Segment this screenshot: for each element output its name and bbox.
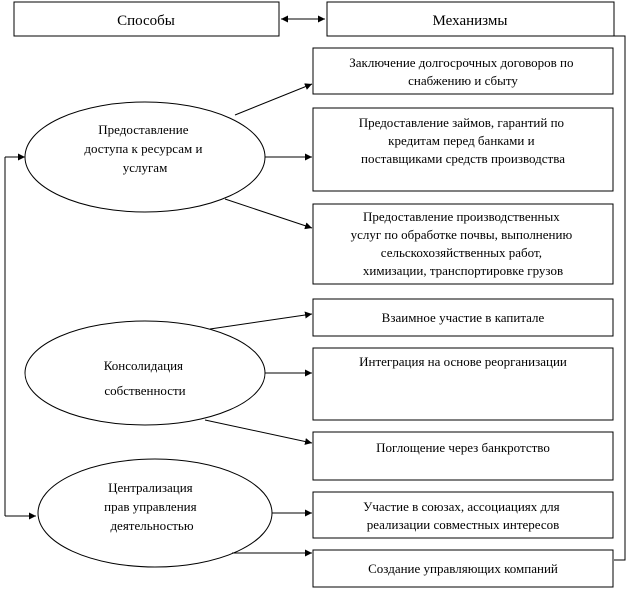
header-methods	[14, 2, 279, 36]
method-2-label: Консолидация собственности	[103, 358, 186, 398]
mechanism-8-label: Создание управляющих компаний	[368, 561, 558, 576]
mechanism-2	[313, 108, 613, 191]
header-mechanisms	[327, 2, 614, 36]
mechanism-3	[313, 204, 613, 284]
arrow-m2-to-mech-4	[210, 314, 312, 329]
arrow-m2-to-mech-6	[205, 420, 312, 443]
mechanism-6-label: Поглощение через банкротство	[376, 440, 550, 455]
header-mechanisms-label: Механизмы	[432, 13, 508, 29]
mechanism-1	[313, 48, 613, 94]
mechanism-6	[313, 432, 613, 480]
header-methods-label: Способы	[117, 13, 175, 29]
mechanism-8	[313, 550, 613, 587]
method-3	[38, 459, 272, 567]
mechanism-4-label: Взаимное участие в капитале	[381, 310, 545, 325]
mechanism-3-label: Предоставление производственных услуг по обработке почвы, выполнению сельскохозяйственных работ, химизации, транспортировке грузов	[350, 209, 573, 278]
arrow-m1-to-mech-3	[225, 199, 312, 228]
right-bracket-line	[614, 36, 625, 560]
mechanism-7	[313, 492, 613, 538]
mechanism-7-label: Участие в союзах, ассоциациях для реализации совместных интересов	[363, 499, 560, 532]
method-1-label: Предоставление доступа к ресурсам и услугам	[84, 122, 203, 175]
mechanism-5-label: Интеграция на основе реорганизации	[359, 354, 567, 369]
method-2	[25, 321, 265, 425]
method-3-label: Централизация прав управления деятельностью	[104, 480, 197, 533]
mechanism-4	[313, 299, 613, 336]
method-1	[25, 102, 265, 212]
arrow-m1-to-mech-1	[235, 84, 312, 115]
mechanism-5	[313, 348, 613, 420]
mechanism-1-label: Заключение долгосрочных договоров по снабжению и сбыту	[349, 55, 574, 88]
mechanism-2-label: Предоставление займов, гарантий по кредитам перед банками и поставщиками средств производства	[358, 115, 565, 166]
